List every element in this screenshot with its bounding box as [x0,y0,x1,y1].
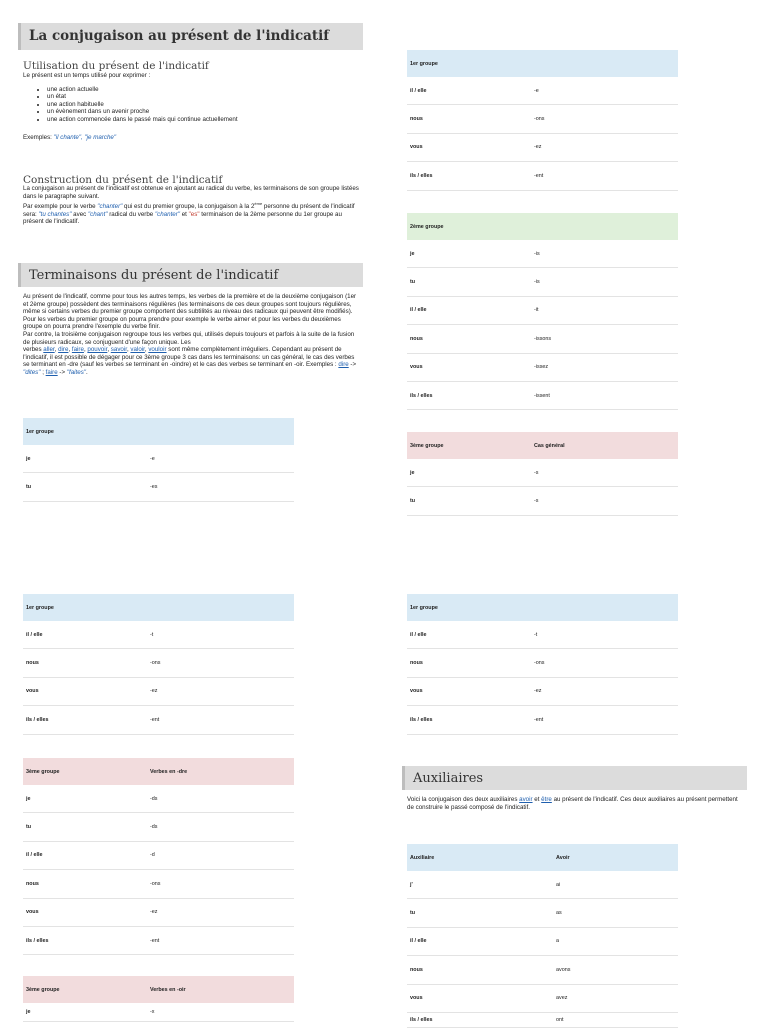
verb-link-pouvoir[interactable]: pouvoir [87,346,108,354]
terminaisons-p1: Au présent de l'indicatif, comme pour tous les autres temps, les verbes de la première et de la deuxième conjugaison (1er et 2ème groupe) possèdent des terminaisons régulières (les terminaisons de ces deux groupes sont toujours régulières, même si certains verbes du premier groupe comportent des subtilités au niveau des radicaux qui peuvent être modifiés). Pour les verbes du premier groupe on pourra prendre pour exemple le verbe aimer et pour les verbes du deuxièmes groupe on pourra prendre l'exemple du verbe finir. [23,293,357,331]
ending-cell: -issent [531,381,678,409]
pronoun-cell: tu [407,268,531,296]
pronoun-cell: nous [23,870,147,898]
pronoun-cell: je [23,785,147,813]
table-row [23,649,294,677]
pronoun-cell: il / elle [23,621,147,649]
verb-example: "chanter" [97,203,123,211]
ending-cell: -d [147,841,294,869]
ending-cell: -ent [147,706,294,734]
table-header-cell: 1er groupe [23,594,147,621]
pronoun-cell: il / elle [407,77,531,105]
examples-line [23,134,363,142]
ending-cell: -t [147,621,294,649]
text-span: au présent de l'indicatif. Ces deux auxiliaires au présent permettent de construire le passé composé de l'indicatif. [407,796,738,811]
ending-cell: -ons [531,105,678,133]
conjugation-cell: ont [553,1012,678,1027]
table-header-row [23,976,294,1003]
list-item: • une action actuelle [47,86,363,94]
verb-link-aller[interactable]: aller [43,346,55,354]
table-row [407,871,678,899]
table-header-cell: 2ème groupe [407,213,531,240]
table-row [407,353,678,381]
pronoun-cell: nous [407,105,531,133]
text-span: -> [57,368,67,376]
text-span: -> [348,361,357,369]
table-row [23,473,294,501]
example-value: "dites" [23,368,41,376]
ending-cell: -issez [531,353,678,381]
ending-cell: -e [147,445,294,473]
table-row [23,785,294,813]
text-span: et [179,210,189,218]
table-row [407,296,678,324]
list-item: • une action commencée dans le passé mais qui continue actuellement [47,116,363,124]
ending-cell: -s [531,459,678,487]
verb-example: "chanter" [154,210,180,218]
pronoun-cell: tu [407,487,531,515]
table-row [407,899,678,927]
terminaisons-p3: verbes aller, dire, faire, pouvoir, savoir, valoir, vouloir sont même complètement irréguliers. Cependant au présent de l'indicatif, il est possible de dégager pour ce 3ème groupe 3 cas dans les terminaisons: un cas général, le cas des verbes se terminant en -dre (sauf les verbes se terminant en -oindre) et le cas des verbes se terminant en -oir. Exemples : dire -> "dites" ; faire -> "faites". [23,346,357,376]
ending-cell: -ds [147,785,294,813]
table-row [407,133,678,161]
table-1er-groupe-je-tu [23,418,294,502]
table-row [23,1003,294,1022]
ending-cell: -ez [147,898,294,926]
pronoun-cell: j' [407,871,553,899]
table-1er-groupe-il-ils [23,594,294,735]
text-span: . [86,368,88,376]
table-3eme-groupe-dre [23,758,294,955]
table-row [407,105,678,133]
pronoun-cell: ils / elles [23,706,147,734]
pronoun-cell: je [23,445,147,473]
verb-link-dire[interactable]: dire [58,346,69,354]
table-row [23,445,294,473]
table-row [23,621,294,649]
utilisation-list [33,86,363,124]
list-item: • un évènement dans un avenir proche [47,108,363,116]
table-header-row [407,50,678,77]
table-header-cell [531,594,678,621]
table-header-cell: Verbes en -oir [147,976,294,1003]
table-row [407,927,678,955]
utilisation-intro: Le présent est un temps utilisé pour exprimer : [23,72,151,79]
pronoun-cell: nous [407,325,531,353]
text-span: et [532,796,542,803]
table-row [407,381,678,409]
conjugation-cell: ai [553,871,678,899]
ending-cell: -issons [531,325,678,353]
pronoun-cell: nous [407,649,531,677]
pronoun-cell: vous [407,353,531,381]
verb-link-vouloir[interactable]: vouloir [148,346,167,354]
conjugation-cell: as [553,899,678,927]
pronoun-cell: je [23,1003,147,1022]
ending-cell: -ent [531,162,678,190]
table-row [23,926,294,954]
table-row [407,1012,678,1027]
examples-label: Exemples: [23,133,54,141]
ending-cell: -ons [147,649,294,677]
table-header-row [407,432,678,459]
table-row [407,459,678,487]
conjugation-cell: a [553,927,678,955]
pronoun-cell: il / elle [407,927,553,955]
table-3eme-groupe-general [407,432,678,516]
table-row [23,813,294,841]
text-span: avec [71,210,88,218]
table-header-cell: 3ème groupe [23,758,147,785]
superscript: ème [254,201,263,207]
table-3eme-groupe-oir [23,976,294,1022]
text-span: Par exemple pour le verbe [23,203,98,211]
ending-example: "es" [188,210,200,218]
pronoun-cell: ils / elles [407,706,531,734]
table-auxiliaire-avoir [407,844,678,1028]
ending-cell: -is [531,240,678,268]
ending-cell: -es [147,473,294,501]
table-header-cell [531,213,678,240]
page-title: La conjugaison au présent de l'indicatif [18,23,363,50]
construction-text [23,185,363,226]
examples-values: "il chante", "je marche" [53,133,117,141]
pronoun-cell: vous [23,677,147,705]
construction-p2 [23,200,363,226]
pronoun-cell: ils / elles [23,926,147,954]
text-span: ; [40,368,46,376]
table-row [407,956,678,984]
conjugation-cell: avons [553,956,678,984]
pronoun-cell: je [407,459,531,487]
table-header-cell: 1er groupe [407,594,531,621]
table-1er-groupe-right-2 [407,594,678,735]
table-header-row [23,758,294,785]
table-header-cell [147,594,294,621]
ending-cell: -t [531,621,678,649]
list-item: • une action habituelle [47,101,363,109]
ending-cell: -ez [147,677,294,705]
table-header-row [407,213,678,240]
terminaisons-p2: Par contre, la troisième conjugaison regroupe tous les verbes qui, utilisés depuis toujours et parfois à la suite de la fusion de plusieurs radicaux, se conjuguent d'une façon unique. Les [23,330,355,346]
table-row [407,621,678,649]
auxiliaires-text [407,796,742,811]
table-row [23,677,294,705]
table-row [407,240,678,268]
ending-cell: -ent [531,706,678,734]
table-header-cell: 3ème groupe [407,432,531,459]
ending-cell: -ent [147,926,294,954]
pronoun-cell: tu [407,899,553,927]
text-span: terminaison de la 2ème personne du 1er groupe au présent de l'indicatif. [23,210,342,226]
pronoun-cell: vous [407,984,553,1012]
conjugation-example: "tu chantes" [38,210,72,218]
table-row [23,706,294,734]
utilisation-text [23,72,363,141]
text-span: sont même complètement irréguliers. Cependant au présent de l'indicatif, il est possible de dégager pour ce 3ème groupe 3 cas dans les terminaisons: un cas général, le cas des verbes se terminant en -dre (sauf les verbes se terminant en -oindre) et le cas des verbes se terminant en -oir. Exemples : [23,346,355,369]
text-span: verbes [23,346,44,354]
table-row [407,268,678,296]
table-header-cell: 1er groupe [407,50,531,77]
table-2eme-groupe [407,213,678,410]
table-row [23,870,294,898]
ending-cell: -ons [531,649,678,677]
table-header-cell: Verbes en -dre [147,758,294,785]
table-header-cell: 3ème groupe [23,976,147,1003]
table-row [23,898,294,926]
pronoun-cell: ils / elles [407,162,531,190]
construction-p1: La conjugaison au présent de l'indicatif est obtenue en ajoutant au radical du verbe, les terminaisons de son groupe listées dans le paragraphe suivant. [23,185,359,200]
table-row [407,487,678,515]
ending-cell: -ons [147,870,294,898]
table-row [407,984,678,1012]
pronoun-cell: vous [407,677,531,705]
ending-cell: -it [531,296,678,324]
table-row [407,325,678,353]
pronoun-cell: vous [23,898,147,926]
pronoun-cell: nous [407,956,553,984]
pronoun-cell: tu [23,813,147,841]
example-link-dire[interactable]: dire [338,361,349,369]
example-link-faire[interactable]: faire [45,368,58,376]
table-header-row [23,594,294,621]
verb-link-valoir[interactable]: valoir [130,346,145,354]
text-span: Voici la conjugaison des deux auxiliaires [407,796,520,803]
pronoun-cell: il / elle [23,841,147,869]
aux-link-etre[interactable]: être [541,796,552,803]
radical-example: "chant" [87,210,108,218]
table-header-row [23,418,294,445]
section-heading-utilisation: Utilisation du présent de l'indicatif [23,60,209,72]
table-header-cell: Cas général [531,432,678,459]
pronoun-cell: ils / elles [407,1012,553,1027]
table-1er-groupe-right [407,50,678,191]
text-span: qui est du premier groupe, la conjugaison à la 2 [122,203,255,211]
terminaisons-text [23,293,358,377]
ending-cell: -is [531,268,678,296]
aux-link-avoir[interactable]: avoir [519,796,533,803]
table-row [23,841,294,869]
pronoun-cell: vous [407,133,531,161]
text-span: radical du verbe [107,210,155,218]
verb-link-faire[interactable]: faire [71,346,84,354]
section-heading-auxiliaires: Auxiliaires [402,766,747,790]
ending-cell: -ds [147,813,294,841]
pronoun-cell: il / elle [407,621,531,649]
table-row [407,706,678,734]
conjugation-cell: avez [553,984,678,1012]
section-heading-terminaisons: Terminaisons du présent de l'indicatif [18,263,363,287]
pronoun-cell: il / elle [407,296,531,324]
table-row [407,162,678,190]
pronoun-cell: je [407,240,531,268]
ending-cell: -e [531,77,678,105]
text-span: personne du présent de l'indicatif sera: [23,203,355,218]
table-header-cell: Auxiliaire [407,844,553,871]
table-header-cell [147,418,294,445]
pronoun-cell: tu [23,473,147,501]
ending-cell: -x [147,1003,294,1022]
table-header-row [407,594,678,621]
example-value: "faites" [66,368,86,376]
table-header-cell [531,50,678,77]
table-row [407,649,678,677]
ending-cell: -s [531,487,678,515]
pronoun-cell: nous [23,649,147,677]
section-heading-construction: Construction du présent de l'indicatif [23,174,223,186]
table-row [407,77,678,105]
table-row [407,677,678,705]
table-header-cell: 1er groupe [23,418,147,445]
table-header-cell: Avoir [553,844,678,871]
table-header-row [407,844,678,871]
pronoun-cell: ils / elles [407,381,531,409]
ending-cell: -ez [531,133,678,161]
verb-link-savoir[interactable]: savoir [110,346,127,354]
list-item: • un état [47,93,363,101]
ending-cell: -ez [531,677,678,705]
